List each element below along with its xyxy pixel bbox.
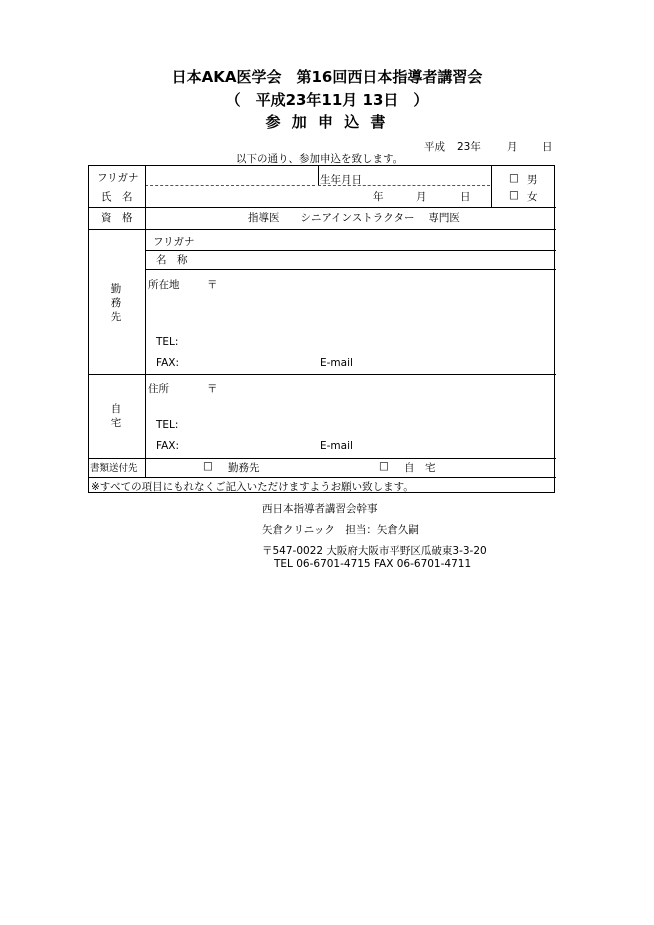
birth-month-label: 月 [416, 191, 427, 203]
work-address-label: 所在地 [148, 279, 180, 291]
work-tel-label: TEL: [156, 336, 179, 348]
work-fax-label: FAX: [156, 357, 179, 369]
footer-contact: 矢倉クリニック 担当：矢倉久嗣 [262, 524, 419, 536]
date-era: 平成 [424, 141, 445, 153]
date-day: 日 [542, 141, 553, 153]
date-year: 23年 [457, 141, 481, 153]
title-line-3: 参 加 申 込 書 [265, 113, 389, 131]
home-label: 自 宅 [110, 403, 122, 429]
birthdate-label: 生年月日 [320, 174, 362, 186]
home-fax-label: FAX: [156, 440, 179, 452]
footer-org: 西日本指導者講習会幹事 [262, 503, 378, 515]
birth-year-label: 年 [373, 191, 384, 203]
work-name-label: 名 称 [156, 254, 188, 266]
doc-destination-label: 書類送付先 [90, 463, 138, 474]
home-postal-mark: 〒 [207, 383, 218, 395]
home-address-label: 住所 [148, 383, 169, 395]
work-furigana-label: フリガナ [153, 236, 195, 248]
qualification-label: 資 格 [101, 212, 133, 224]
furigana-field[interactable] [146, 167, 316, 185]
doc-work-label: 勤務先 [228, 462, 260, 474]
date-month: 月 [507, 141, 518, 153]
title-line-1: 日本AKA医学会 第16回西日本指導者講習会 [171, 68, 483, 86]
title-line-2: （ 平成23年11月 13日 ） [225, 91, 429, 109]
home-tel-label: TEL: [156, 419, 179, 431]
qualification-options[interactable]: 指導医 シニアインストラクター 専門医 [248, 212, 460, 224]
workplace-label: 勤 務 先 [110, 283, 122, 323]
doc-work-checkbox[interactable]: □ [203, 460, 213, 472]
work-postal-mark: 〒 [207, 279, 218, 291]
female-checkbox[interactable]: □ [509, 189, 519, 201]
home-email-label: E-mail [320, 440, 353, 452]
footer-phone: TEL 06-6701-4715 FAX 06-6701-4711 [274, 558, 472, 570]
note-text: ※すべての項目にもれなくご記入いただけますようお願い致します。 [91, 481, 414, 493]
name-label: 氏 名 [101, 191, 133, 203]
intro-text: 以下の通り、参加申込を致します。 [236, 153, 404, 165]
female-label: 女 [527, 191, 538, 203]
work-email-label: E-mail [320, 357, 353, 369]
male-label: 男 [527, 174, 538, 186]
birth-day-label: 日 [460, 191, 471, 203]
male-checkbox[interactable]: □ [509, 172, 519, 184]
footer-address: 〒547-0022 大阪府大阪市平野区瓜破東3-3-20 [262, 545, 487, 557]
doc-home-label: 自 宅 [404, 462, 436, 474]
furigana-label: フリガナ [97, 172, 139, 184]
name-field[interactable] [146, 186, 316, 204]
doc-home-checkbox[interactable]: □ [379, 460, 389, 472]
